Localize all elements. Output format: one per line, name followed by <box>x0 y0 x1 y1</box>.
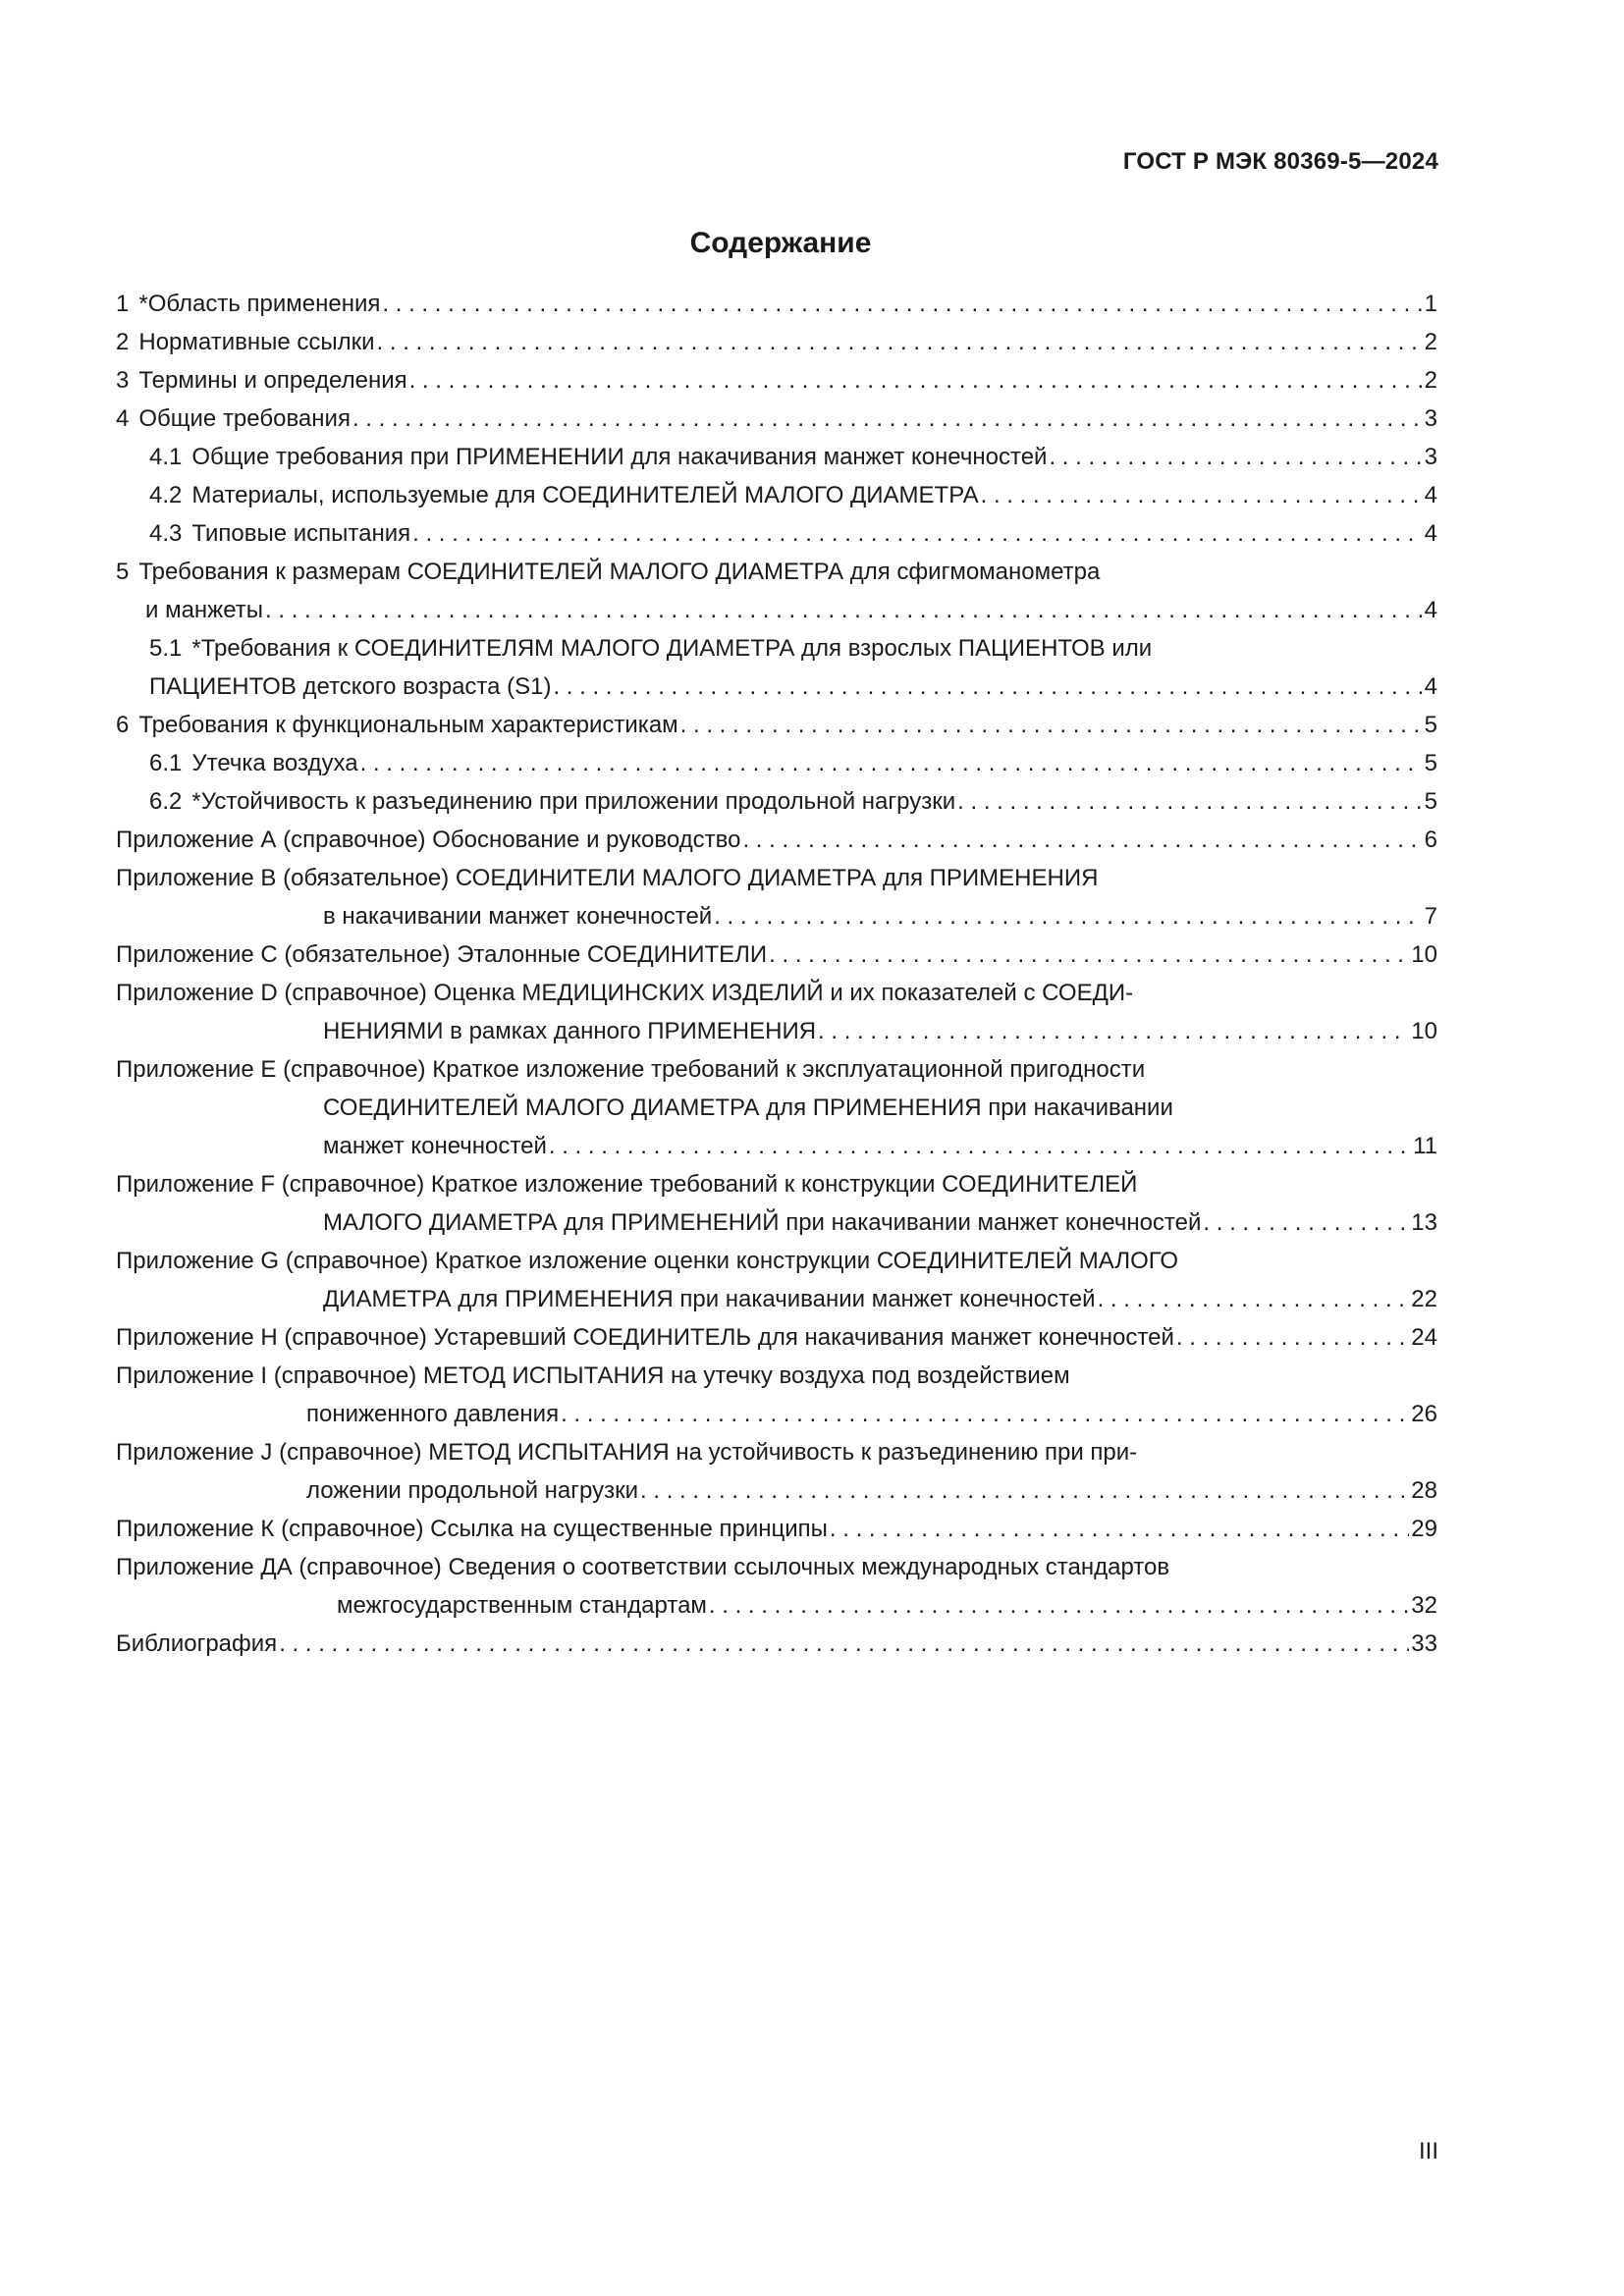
leader-dots <box>561 1401 1409 1428</box>
toc-page-number: 26 <box>1411 1401 1437 1427</box>
toc-page-number: 10 <box>1411 941 1437 968</box>
toc-appendix-i-continued[interactable]: пониженного давления . . . 26 <box>116 1401 1437 1439</box>
toc-appendix-g-continued[interactable]: ДИАМЕТРА для ПРИМЕНЕНИЯ при накачивании манжет конечностей . . . 22 <box>116 1286 1437 1324</box>
leader-dots <box>709 1592 1409 1620</box>
toc-entry-4-1[interactable]: 4.1 Общие требования при ПРИМЕНЕНИИ для накачивания манжет конечностей . . . 3 <box>116 444 1437 482</box>
leader-dots <box>680 712 1423 739</box>
toc-page-number: 5 <box>1424 712 1437 738</box>
toc-page-number: 32 <box>1411 1592 1437 1619</box>
leader-dots <box>830 1516 1409 1543</box>
leader-dots <box>377 329 1423 356</box>
toc-appendix-g[interactable]: Приложение G (справочное) Краткое изложение оценки конструкции СОЕДИНИТЕЛЕЙ МАЛОГО <box>116 1248 1179 1274</box>
toc-appendix-f-continued[interactable]: МАЛОГО ДИАМЕТРА для ПРИМЕНЕНИЙ при накачивании манжет конечностей . . . 13 <box>116 1209 1437 1248</box>
leader-dots <box>549 1133 1411 1160</box>
toc-page-number: 4 <box>1424 520 1437 547</box>
toc-page-number: 5 <box>1424 750 1437 776</box>
toc-page-number: 6 <box>1424 827 1437 853</box>
toc-page-number: 3 <box>1424 444 1437 470</box>
leader-dots <box>957 788 1423 816</box>
toc-page-number: 3 <box>1424 405 1437 432</box>
toc-appendix-c[interactable]: Приложение С (обязательное) Эталонные СОЕДИНИТЕЛИ . . . 10 <box>116 941 1437 980</box>
toc-appendix-e-continued-2[interactable]: манжет конечностей . . . 11 <box>116 1133 1437 1171</box>
toc-appendix-k[interactable]: Приложение К (справочное) Ссылка на существенные принципы . . . 29 <box>116 1516 1437 1554</box>
toc-entry-5-1-continued[interactable]: ПАЦИЕНТОВ детского возраста (S1) . . . 4 <box>116 673 1437 712</box>
toc-page-number: 7 <box>1424 903 1437 930</box>
toc-appendix-h[interactable]: Приложение Н (справочное) Устаревший СОЕДИНИТЕЛЬ для накачивания манжет конечностей . . . 24 <box>116 1324 1437 1362</box>
toc-entry-5-1[interactable]: 5.1 *Требования к СОЕДИНИТЕЛЯМ МАЛОГО ДИАМЕТРА для взрослых ПАЦИЕНТОВ или <box>149 635 1153 662</box>
leader-dots <box>640 1477 1409 1505</box>
toc-bibliography[interactable]: Библиография . . . 33 <box>116 1630 1437 1669</box>
toc-entry-6[interactable]: 6 Требования к функциональным характеристикам . . . 5 <box>116 712 1437 750</box>
toc-entry-5-continued[interactable]: и манжеты . . . 4 <box>116 597 1437 635</box>
toc-entry-5[interactable]: 5 Требования к размерам СОЕДИНИТЕЛЕЙ МАЛОГО ДИАМЕТРА для сфигмоманометра <box>116 559 1101 585</box>
leader-dots <box>360 750 1423 777</box>
leader-dots <box>714 903 1422 931</box>
toc-page-number: 28 <box>1411 1477 1437 1504</box>
toc-appendix-b[interactable]: Приложение В (обязательное) СОЕДИНИТЕЛИ МАЛОГО ДИАМЕТРА для ПРИМЕНЕНИЯ <box>116 865 1099 891</box>
toc-entry-2[interactable]: 2 Нормативные ссылки . . . 2 <box>116 329 1437 367</box>
toc-entry-1[interactable]: 1 *Область применения . . . 1 <box>116 291 1437 329</box>
toc-page-number: 4 <box>1424 597 1437 623</box>
toc-page-number: 13 <box>1411 1209 1437 1236</box>
toc-entry-6-1[interactable]: 6.1 Утечка воздуха . . . 5 <box>116 750 1437 788</box>
toc-page-number: 4 <box>1424 482 1437 508</box>
toc-page-number: 24 <box>1411 1324 1437 1351</box>
leader-dots <box>1098 1286 1410 1313</box>
toc-page-number: 1 <box>1424 291 1437 317</box>
toc-appendix-a[interactable]: Приложение А (справочное) Обоснование и руководство . . . 6 <box>116 827 1437 865</box>
toc-page-number: 5 <box>1424 788 1437 815</box>
toc-appendix-j-continued[interactable]: ложении продольной нагрузки . . . 28 <box>116 1477 1437 1516</box>
leader-dots <box>981 482 1423 509</box>
toc-entry-6-2[interactable]: 6.2 *Устойчивость к разъединению при приложении продольной нагрузки . . . 5 <box>116 788 1437 827</box>
page-title: Содержание <box>689 227 872 259</box>
toc-appendix-e-continued-1[interactable]: СОЕДИНИТЕЛЕЙ МАЛОГО ДИАМЕТРА для ПРИМЕНЕНИЯ при накачивании <box>323 1095 1173 1121</box>
toc-page-number: 2 <box>1424 329 1437 355</box>
leader-dots <box>412 520 1423 548</box>
page-number: III <box>1418 2138 1438 2164</box>
leader-dots <box>352 405 1423 433</box>
toc-page-number: 10 <box>1411 1018 1437 1044</box>
toc-appendix-b-continued[interactable]: в накачивании манжет конечностей . . . 7 <box>116 903 1437 941</box>
toc-appendix-da-continued[interactable]: межгосударственным стандартам . . . 32 <box>116 1592 1437 1630</box>
leader-dots <box>769 941 1409 969</box>
toc-appendix-f[interactable]: Приложение F (справочное) Краткое изложение требований к конструкции СОЕДИНИТЕЛЕЙ <box>116 1171 1138 1198</box>
toc-appendix-da[interactable]: Приложение ДА (справочное) Сведения о соответствии ссылочных международных стандартов <box>116 1554 1170 1580</box>
toc-entry-3[interactable]: 3 Термины и определения . . . 2 <box>116 367 1437 405</box>
toc-appendix-j[interactable]: Приложение J (справочное) МЕТОД ИСПЫТАНИЯ на устойчивость к разъединению при при- <box>116 1439 1138 1466</box>
leader-dots <box>265 597 1423 624</box>
toc-page-number: 22 <box>1411 1286 1437 1312</box>
toc-appendix-e[interactable]: Приложение Е (справочное) Краткое изложение требований к эксплуатационной пригодности <box>116 1056 1146 1083</box>
leader-dots <box>279 1630 1409 1658</box>
leader-dots <box>382 291 1422 318</box>
document-header: ГОСТ Р МЭК 80369-5—2024 <box>1122 148 1438 175</box>
toc-entry-4-2[interactable]: 4.2 Материалы, используемые для СОЕДИНИТЕЛЕЙ МАЛОГО ДИАМЕТРА . . . 4 <box>116 482 1437 520</box>
toc-page-number: 11 <box>1413 1133 1437 1159</box>
toc-page-number: 4 <box>1424 673 1437 700</box>
table-of-contents <box>116 291 1437 1669</box>
leader-dots <box>818 1018 1409 1045</box>
leader-dots <box>742 827 1422 854</box>
toc-appendix-d[interactable]: Приложение D (справочное) Оценка МЕДИЦИНСКИХ ИЗДЕЛИЙ и их показателей с СОЕДИ- <box>116 980 1134 1006</box>
leader-dots <box>1203 1209 1409 1237</box>
toc-page-number: 29 <box>1411 1516 1437 1542</box>
leader-dots <box>409 367 1423 395</box>
toc-page-number: 33 <box>1411 1630 1437 1657</box>
toc-page-number: 2 <box>1424 367 1437 394</box>
toc-appendix-i[interactable]: Приложение I (справочное) МЕТОД ИСПЫТАНИЯ на утечку воздуха под воздействием <box>116 1362 1070 1389</box>
leader-dots <box>554 673 1423 701</box>
leader-dots <box>1049 444 1422 471</box>
leader-dots <box>1176 1324 1409 1352</box>
toc-entry-4[interactable]: 4 Общие требования . . . 3 <box>116 405 1437 444</box>
toc-appendix-d-continued[interactable]: НЕНИЯМИ в рамках данного ПРИМЕНЕНИЯ . . . 10 <box>116 1018 1437 1056</box>
toc-entry-4-3[interactable]: 4.3 Типовые испытания . . . 4 <box>116 520 1437 559</box>
